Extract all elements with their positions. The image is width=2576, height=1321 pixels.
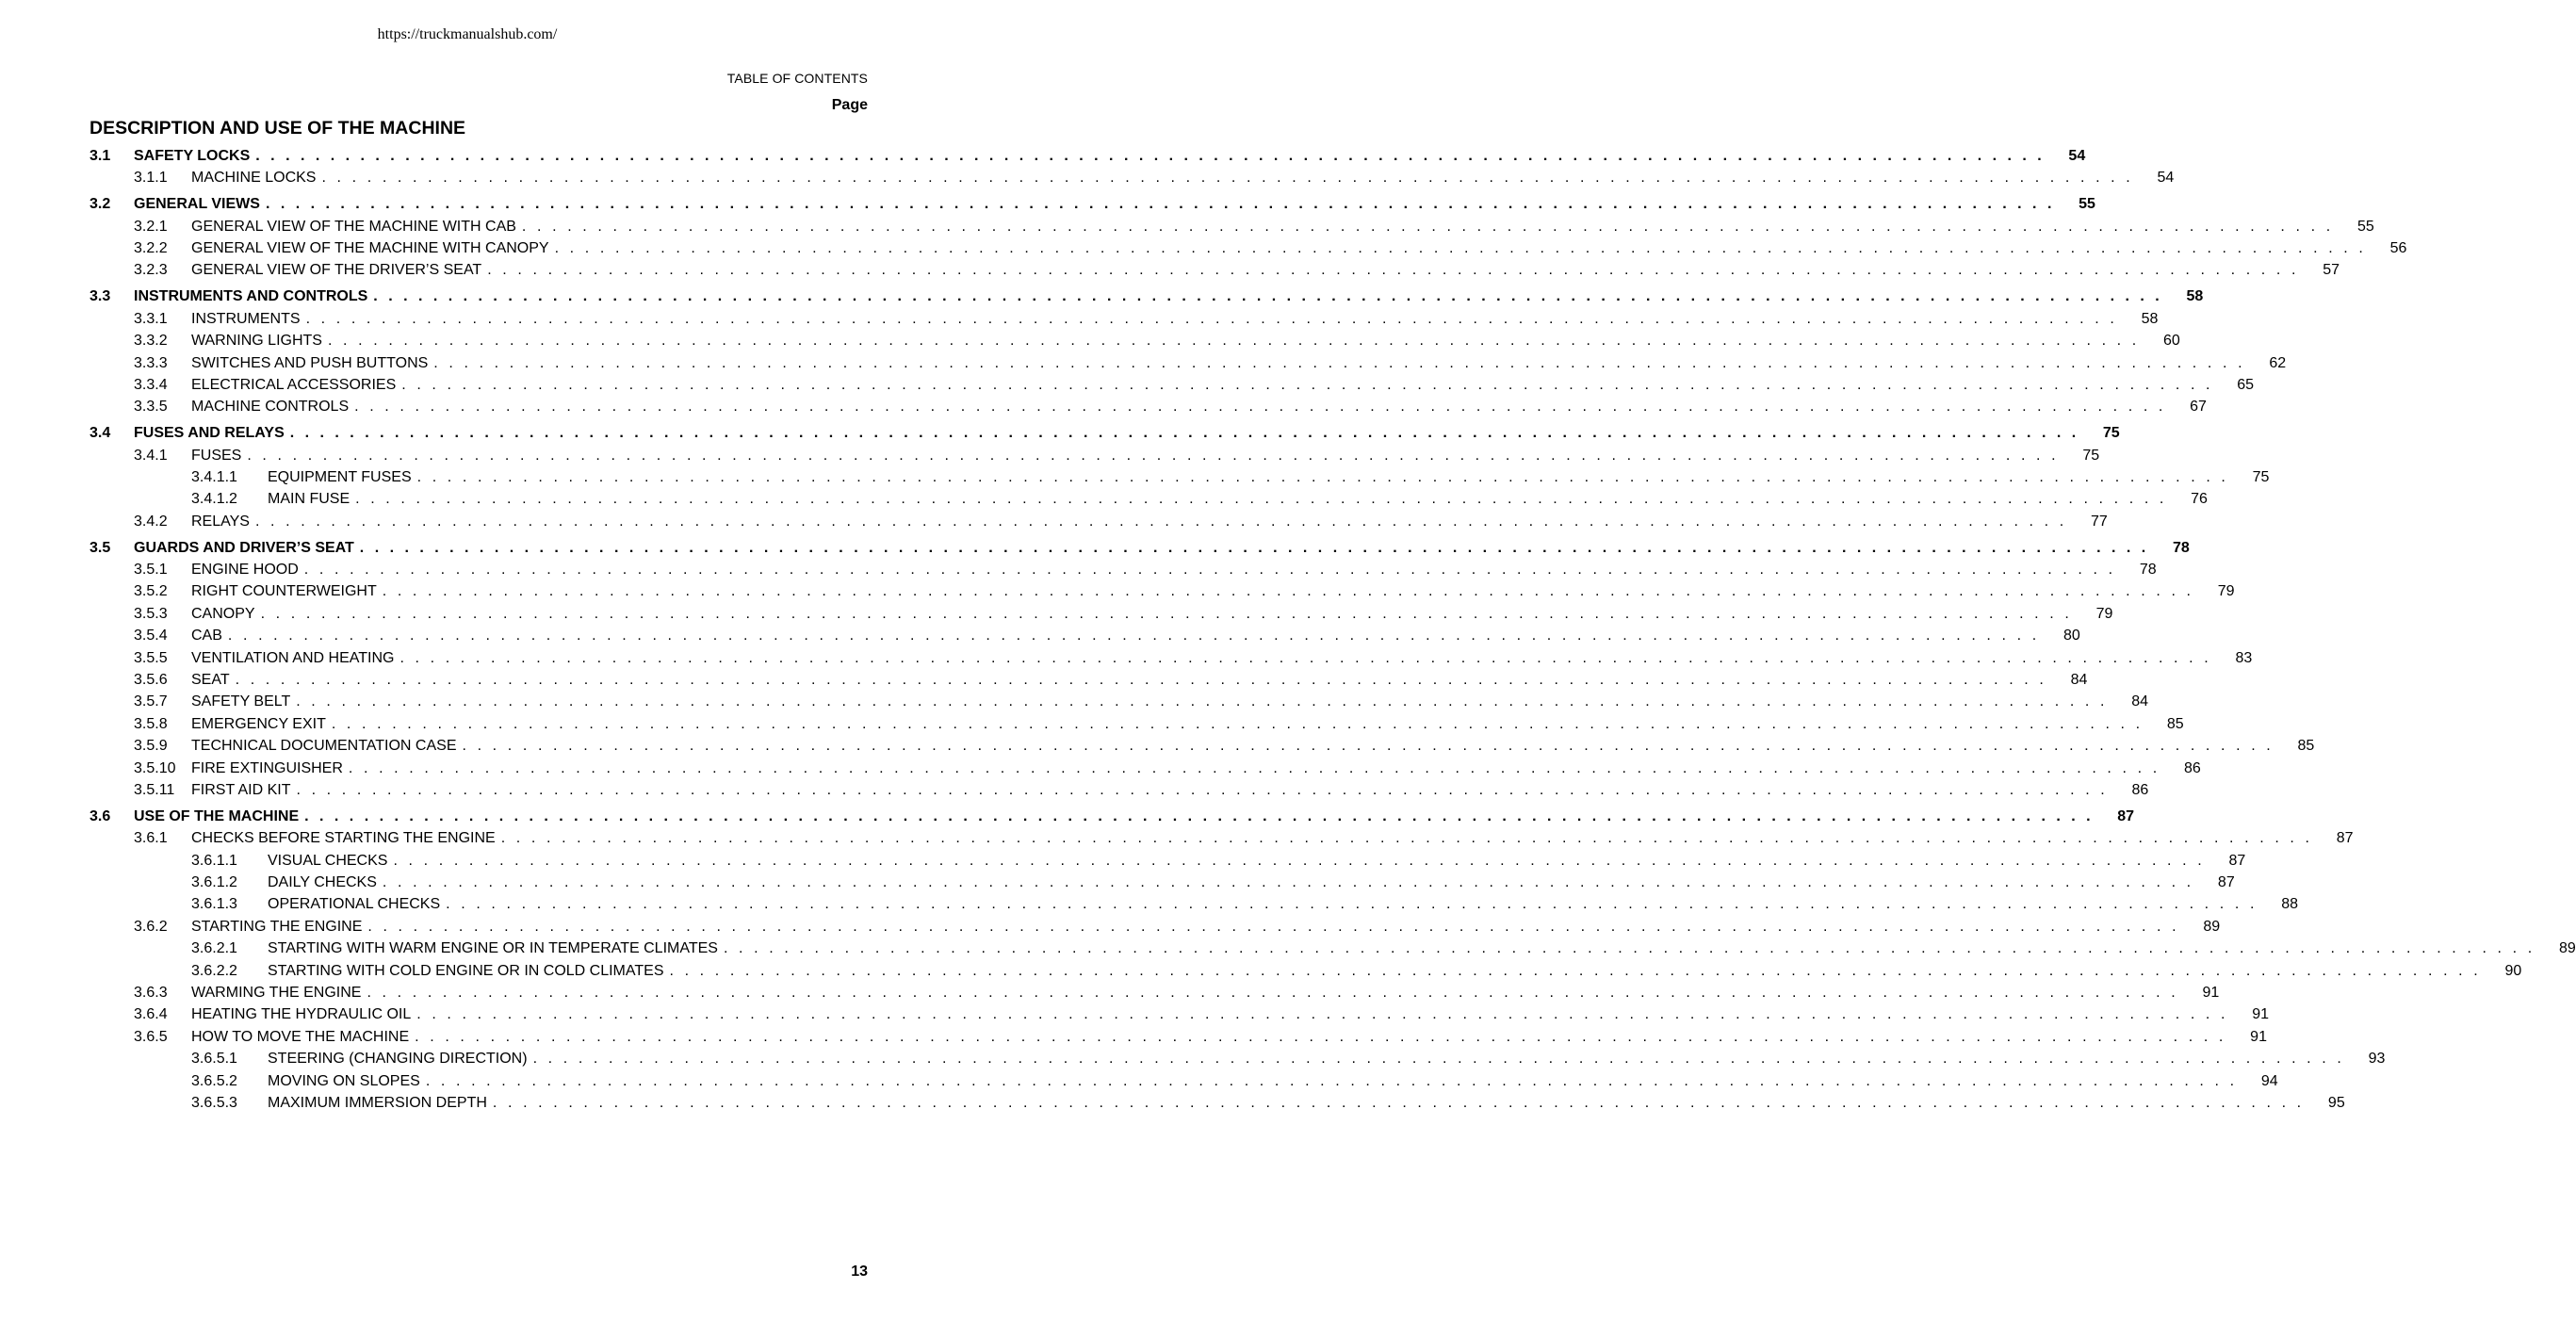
dot-leader: . . . . . . . . . . . . . . . . . . . . . . . . . . . . . . . . . . . . . . . . . . . . . . . . . . . . . . . . . . . . . . . . . . . . . . . . . . . . . . . . . . . . . . . . . . . . . . . . . . . . . . . . . . . . . . . . . . . . . . . . (462, 738, 2274, 755)
toc-entry-title: STARTING WITH WARM ENGINE OR IN TEMPERATE CLIMATES (268, 940, 718, 957)
toc-entry-title: SAFETY BELT (191, 693, 291, 710)
toc-entry-page: 83 (2235, 649, 2253, 666)
page-column-header: Page (831, 97, 868, 113)
toc-entry-row[interactable] (90, 216, 2374, 237)
toc-entry-number: 3.5.1 (134, 562, 168, 579)
toc-entry-row[interactable] (90, 445, 2100, 466)
toc-entry-page: 85 (2297, 738, 2315, 755)
toc-entry-title: STARTING THE ENGINE (191, 918, 363, 935)
toc-entry-page: 87 (2228, 852, 2246, 869)
toc-entry-title: GUARDS AND DRIVER’S SEAT (134, 539, 354, 556)
toc-entry-page: 95 (2327, 1094, 2345, 1111)
toc-entry-row[interactable] (90, 1048, 2386, 1069)
toc-entry-page: 58 (2186, 288, 2204, 305)
toc-entry-page: 67 (2190, 399, 2207, 416)
dot-leader: . . . . . . . . . . . . . . . . . . . . . . . . . . . . . . . . . . . . . . . . . . . . . . . . . . . . . . . . . . . . . . . . . . . . . . . . . . . . . . . . . . . . . . . . . . . . . . . . . . . . . . . . . . . . . . . . . . . . . . . . (554, 240, 2367, 257)
toc-entry-number: 3.6.2 (134, 918, 168, 935)
toc-entry-row[interactable] (90, 488, 2208, 510)
toc-entry-page: 89 (2558, 940, 2576, 957)
toc-entry-title: MOVING ON SLOPES (268, 1072, 420, 1089)
toc-entry-title: GENERAL VIEW OF THE MACHINE WITH CANOPY (191, 240, 549, 257)
toc-entry-title: ENGINE HOOD (191, 562, 299, 579)
toc-entry-page: 58 (2141, 310, 2159, 327)
dot-leader: . . . . . . . . . . . . . . . . . . . . . . . . . . . . . . . . . . . . . . . . . . . . . . . . . . . . . . . . . . . . . . . . . . . . . . . . . . . . . . . . . . . . . . . . . . . . . . . . . . . . . . . . . . . . . . . . . . . . . . . . (446, 896, 2258, 913)
toc-entry-row[interactable] (90, 167, 2175, 188)
toc-entry-row[interactable] (90, 735, 2315, 757)
toc-entry-number: 3.4.1.2 (191, 491, 237, 508)
toc-entry-title: MACHINE CONTROLS (191, 399, 350, 416)
toc-entry-row[interactable] (90, 237, 2407, 259)
toc-entry-page: 76 (2191, 491, 2208, 508)
toc-section-row[interactable] (90, 422, 2120, 444)
dot-leader: . . . . . . . . . . . . . . . . . . . . . . . . . . . . . . . . . . . . . . . . . . . . . . . . . . . . . . . . . . . . . . . . . . . . . . . . . . . . . . . . . . . . . . . . . . . . . . . . . . . . . . . . . . . . . . . . . . . . . . . . (723, 940, 2535, 957)
toc-entry-page: 79 (2095, 605, 2113, 622)
toc-entry-number: 3.6.4 (134, 1006, 168, 1023)
toc-entry-row[interactable] (90, 893, 2298, 915)
toc-entry-number: 3.5.3 (134, 605, 168, 622)
toc-entry-number: 3.3 (90, 288, 111, 305)
dot-leader: . . . . . . . . . . . . . . . . . . . . . . . . . . . . . . . . . . . . . . . . . . . . . . . . . . . . . . . . . . . . . . . . . . . . . . . . . . . . . . . . . . . . . . . . . . . . . . . . . . . . . . . . . . . . . . . . . . . . . . . . (254, 513, 2067, 530)
toc-entry-number: 3.5.5 (134, 649, 168, 666)
toc-entry-page: 94 (2260, 1072, 2278, 1089)
toc-entry-page: 80 (2062, 628, 2080, 644)
toc-entry-page: 84 (2070, 671, 2088, 688)
toc-entry-title: GENERAL VIEWS (134, 196, 260, 213)
toc-entry-page: 75 (2102, 425, 2120, 442)
toc-entry-number: 3.4.2 (134, 513, 168, 530)
toc-entry-number: 3.4 (90, 425, 111, 442)
toc-entry-row[interactable] (90, 1070, 2278, 1092)
dot-leader: . . . . . . . . . . . . . . . . . . . . . . . . . . . . . . . . . . . . . . . . . . . . . . . . . . . . . . . . . . . . . . . . . . . . . . . . . . . . . . . . . . . . . . . . . . . . . . . . . . . . . . . . . . . . . . . . . . . . . . . . (359, 539, 2149, 556)
dot-leader: . . . . . . . . . . . . . . . . . . . . . . . . . . . . . . . . . . . . . . . . . . . . . . . . . . . . . . . . . . . . . . . . . . . . . . . . . . . . . . . . . . . . . . . . . . . . . . . . . . . . . . . . . . . . . . . . . . . . . . . . (521, 218, 2334, 235)
toc-entry-number: 3.6 (90, 807, 111, 824)
toc-entry-page: 62 (2269, 354, 2287, 371)
toc-entry-row[interactable] (90, 1092, 2345, 1114)
dot-leader: . . . . . . . . . . . . . . . . . . . . . . . . . . . . . . . . . . . . . . . . . . . . . . . . . . . . . . . . . . . . . . . . . . . . . . . . . . . . . . . . . . . . . . . . . . . . . . . . . . . . . . . . . . . . . . . . . . . . . . . . (367, 918, 2180, 935)
toc-entry-number: 3.6.1.1 (191, 852, 237, 869)
toc-entry-number: 3.4.1 (134, 447, 168, 464)
dot-leader: . . . . . . . . . . . . . . . . . . . . . . . . . . . . . . . . . . . . . . . . . . . . . . . . . . . . . . . . . . . . . . . . . . . . . . . . . . . . . . . . . . . . . . . . . . . . . . . . . . . . . . . . . . . . . . . . . . . . . . . . (354, 399, 2166, 416)
toc-entry-number: 3.6.1.2 (191, 874, 237, 890)
toc-entry-number: 3.1.1 (134, 170, 168, 187)
toc-entry-row[interactable] (90, 466, 2270, 488)
toc-entry-page: 56 (2389, 240, 2407, 257)
toc-entry-row[interactable] (90, 625, 2080, 646)
toc-entry-title: CANOPY (191, 605, 255, 622)
toc-entry-row[interactable] (90, 330, 2180, 351)
toc-entry-number: 3.3.2 (134, 333, 168, 350)
toc-entry-page: 87 (2336, 830, 2354, 847)
toc-entry-title: USE OF THE MACHINE (134, 807, 300, 824)
dot-leader: . . . . . . . . . . . . . . . . . . . . . . . . . . . . . . . . . . . . . . . . . . . . . . . . . . . . . . . . . . . . . . . . . . . . . . . . . . . . . . . . . . . . . . . . . . . . . . . . . . . . . . . . . . . . . . . . . . . . . . . . (669, 962, 2482, 979)
dot-leader: . . . . . . . . . . . . . . . . . . . . . . . . . . . . . . . . . . . . . . . . . . . . . . . . . . . . . . . . . . . . . . . . . . . . . . . . . . . . . . . . . . . . . . . . . . . . . . . . . . . . . . . . . . . . . . . . . . . . . . . . (532, 1051, 2345, 1068)
source-url[interactable]: https://truckmanualshub.com/ (377, 26, 558, 42)
dot-leader: . . . . . . . . . . . . . . . . . . . . . . . . . . . . . . . . . . . . . . . . . . . . . . . . . . . . . . . . . . . . . . . . . . . . . . . . . . . . . . . . . . . . . . . . . . . . . . . . . . . . . . . . . . . . . . . . . . . . . . . . (348, 759, 2160, 776)
dot-leader: . . . . . . . . . . . . . . . . . . . . . . . . . . . . . . . . . . . . . . . . . . . . . . . . . . . . . . . . . . . . . . . . . . . . . . . . . . . . . . . . . . . . . . . . . . . . . . . . . . . . . . . . . . . . . . . . . . . . . . . . (415, 1028, 2226, 1045)
toc-entry-number: 3.4.1.1 (191, 468, 237, 485)
toc-entry-row[interactable] (90, 916, 2221, 938)
toc-entry-page: 90 (2504, 962, 2522, 979)
toc-entry-page: 55 (2356, 218, 2374, 235)
toc-entry-number: 3.5.8 (134, 715, 168, 732)
toc-entry-row[interactable] (90, 669, 2088, 691)
toc-entry-title: HEATING THE HYDRAULIC OIL (191, 1006, 412, 1023)
toc-entry-number: 3.2.1 (134, 218, 168, 235)
dot-leader: . . . . . . . . . . . . . . . . . . . . . . . . . . . . . . . . . . . . . . . . . . . . . . . . . . . . . . . . . . . . . . . . . . . . . . . . . . . . . . . . . . . . . . . . . . . . . . . . . . . . . . . . . . . . . . . . . . . . . . . . (401, 376, 2214, 393)
toc-entry-title: EMERGENCY EXIT (191, 715, 326, 732)
toc-entry-title: CHECKS BEFORE STARTING THE ENGINE (191, 830, 496, 847)
toc-entry-page: 57 (2323, 262, 2340, 279)
toc-entry-page: 78 (2172, 539, 2190, 556)
toc-entry-number: 3.6.3 (134, 984, 168, 1001)
toc-entry-number: 3.5.9 (134, 738, 168, 755)
toc-entry-number: 3.6.2.1 (191, 940, 237, 957)
dot-leader: . . . . . . . . . . . . . . . . . . . . . . . . . . . . . . . . . . . . . . . . . . . . . . . . . . . . . . . . . . . . . . . . . . . . . . . . . . . . . . . . . . . . . . . . . . . . . . . . . . . . . . . . . . . . . . . . . . . . . . . . (227, 628, 2040, 644)
toc-entry-title: EQUIPMENT FUSES (268, 468, 412, 485)
toc-entry-page: 91 (2202, 984, 2220, 1001)
dot-leader: . . . . . . . . . . . . . . . . . . . . . . . . . . . . . . . . . . . . . . . . . . . . . . . . . . . . . . . . . . . . . . . . . . . . . . . . . . . . . . . . . . . . . . . . . . . . . . . . . . . . . . . . . . . . . . . . . . . . . . . . (425, 1072, 2238, 1089)
toc-entry-page: 87 (2117, 807, 2135, 824)
dot-leader: . . . . . . . . . . . . . . . . . . . . . . . . . . . . . . . . . . . . . . . . . . . . . . . . . . . . . . . . . . . . . . . . . . . . . . . . . . . . . . . . . . . . . . . . . . . . . . . . . . . . . . . . . . . . . . . . . . . . . . . . (367, 984, 2179, 1001)
dot-leader: . . . . . . . . . . . . . . . . . . . . . . . . . . . . . . . . . . . . . . . . . . . . . . . . . . . . . . . . . . . . . . . . . . . . . . . . . . . . . . . . . . . . . . . . . . . . . . . . . . . . . . . . . . . . . . . . . . . . . . . . (255, 148, 2046, 164)
toc-entry-number: 3.2 (90, 196, 111, 213)
toc-entry-number: 3.6.5 (134, 1028, 168, 1045)
dot-leader: . . . . . . . . . . . . . . . . . . . . . . . . . . . . . . . . . . . . . . . . . . . . . . . . . . . . . . . . . . . . . . . . . . . . . . . . . . . . . . . . . . . . . . . . . . . . . . . . . . . . . . . . . . . . . . . . . . . . . . . . (331, 715, 2144, 732)
toc-entry-title: FUSES AND RELAYS (134, 425, 285, 442)
dot-leader: . . . . . . . . . . . . . . . . . . . . . . . . . . . . . . . . . . . . . . . . . . . . . . . . . . . . . . . . . . . . . . . . . . . . . . . . . . . . . . . . . . . . . . . . . . . . . . . . . . . . . . . . . . . . . . . . . . . . . . . . (289, 425, 2079, 442)
toc-entry-number: 3.5.6 (134, 671, 168, 688)
toc-section-row[interactable] (90, 145, 2086, 167)
toc-entry-title: WARNING LIGHTS (191, 333, 322, 350)
toc-entry-number: 3.6.1 (134, 830, 168, 847)
dot-leader: . . . . . . . . . . . . . . . . . . . . . . . . . . . . . . . . . . . . . . . . . . . . . . . . . . . . . . . . . . . . . . . . . . . . . . . . . . . . . . . . . . . . . . . . . . . . . . . . . . . . . . . . . . . . . . . . . . . . . . . . (433, 354, 2246, 371)
dot-leader: . . . . . . . . . . . . . . . . . . . . . . . . . . . . . . . . . . . . . . . . . . . . . . . . . . . . . . . . . . . . . . . . . . . . . . . . . . . . . . . . . . . . . . . . . . . . . . . . . . . . . . . . . . . . . . . . . . . . . . . . (492, 1094, 2305, 1111)
toc-entry-title: CAB (191, 628, 222, 644)
toc-entry-number: 3.5.2 (134, 583, 168, 600)
toc-entry-page: 91 (2252, 1006, 2270, 1023)
chapter-title: DESCRIPTION AND USE OF THE MACHINE (90, 118, 466, 139)
toc-entry-title: ELECTRICAL ACCESSORIES (191, 376, 397, 393)
toc-entry-page: 89 (2203, 918, 2221, 935)
toc-entry-title: RIGHT COUNTERWEIGHT (191, 583, 377, 600)
toc-entry-page: 77 (2090, 513, 2108, 530)
toc-entry-title: GENERAL VIEW OF THE MACHINE WITH CAB (191, 218, 516, 235)
toc-entry-page: 78 (2139, 562, 2157, 579)
toc-entry-title: WARMING THE ENGINE (191, 984, 362, 1001)
toc-entry-page: 75 (2252, 468, 2270, 485)
toc-entry-page: 65 (2237, 376, 2255, 393)
dot-leader: . . . . . . . . . . . . . . . . . . . . . . . . . . . . . . . . . . . . . . . . . . . . . . . . . . . . . . . . . . . . . . . . . . . . . . . . . . . . . . . . . . . . . . . . . . . . . . . . . . . . . . . . . . . . . . . . . . . . . . . . (382, 583, 2194, 600)
toc-entry-row[interactable] (90, 1003, 2270, 1025)
dot-leader: . . . . . . . . . . . . . . . . . . . . . . . . . . . . . . . . . . . . . . . . . . . . . . . . . . . . . . . . . . . . . . . . . . . . . . . . . . . . . . . . . . . . . . . . . . . . . . . . . . . . . . . . . . . . . . . . . . . . . . . . (305, 310, 2118, 327)
page-number: 13 (851, 1264, 868, 1280)
toc-entry-row[interactable] (90, 308, 2159, 330)
toc-entry-title: MAIN FUSE (268, 491, 351, 508)
toc-entry-number: 3.6.1.3 (191, 896, 237, 913)
toc-entry-page: 86 (2131, 781, 2149, 798)
toc-entry-title: MACHINE LOCKS (191, 170, 317, 187)
running-header: TABLE OF CONTENTS (726, 71, 868, 86)
toc-entry-title: STARTING WITH COLD ENGINE OR IN COLD CLIMATES (268, 962, 664, 979)
toc-entry-number: 3.1 (90, 148, 111, 164)
toc-entry-title: MAXIMUM IMMERSION DEPTH (268, 1094, 487, 1111)
toc-entry-page: 91 (2250, 1028, 2267, 1045)
dot-leader: . . . . . . . . . . . . . . . . . . . . . . . . . . . . . . . . . . . . . . . . . . . . . . . . . . . . . . . . . . . . . . . . . . . . . . . . . . . . . . . . . . . . . . . . . . . . . . . . . . . . . . . . . . . . . . . . . . . . . . . . (393, 852, 2206, 869)
toc-entry-row[interactable] (90, 779, 2149, 801)
toc-entry-number: 3.2.2 (134, 240, 168, 257)
toc-entry-row[interactable] (90, 647, 2253, 669)
toc-entry-page: 79 (2217, 583, 2235, 600)
toc-entry-row[interactable] (90, 374, 2255, 396)
toc-entry-number: 3.6.5.1 (191, 1051, 237, 1068)
toc-entry-page: 54 (2068, 148, 2086, 164)
toc-entry-number: 3.3.4 (134, 376, 168, 393)
dot-leader: . . . . . . . . . . . . . . . . . . . . . . . . . . . . . . . . . . . . . . . . . . . . . . . . . . . . . . . . . . . . . . . . . . . . . . . . . . . . . . . . . . . . . . . . . . . . . . . . . . . . . . . . . . . . . . . . . . . . . . . . (416, 1006, 2229, 1023)
toc-entry-row[interactable] (90, 352, 2287, 374)
toc-entry-number: 3.3.1 (134, 310, 168, 327)
toc-entry-page: 85 (2166, 715, 2184, 732)
toc-section-row[interactable] (90, 806, 2135, 827)
toc-entry-number: 3.5.11 (134, 781, 175, 798)
toc-entry-number: 3.6.5.2 (191, 1072, 237, 1089)
dot-leader: . . . . . . . . . . . . . . . . . . . . . . . . . . . . . . . . . . . . . . . . . . . . . . . . . . . . . . . . . . . . . . . . . . . . . . . . . . . . . . . . . . . . . . . . . . . . . . . . . . . . . . . . . . . . . . . . . . . . . . . . (265, 196, 2055, 213)
toc-entry-title: INSTRUMENTS AND CONTROLS (134, 288, 368, 305)
toc-entry-row[interactable] (90, 396, 2207, 417)
toc-entry-row[interactable] (90, 713, 2184, 735)
toc-entry-row[interactable] (90, 827, 2354, 849)
toc-entry-row[interactable] (90, 691, 2149, 712)
toc-entry-row[interactable] (90, 758, 2201, 779)
toc-entry-number: 3.5 (90, 539, 111, 556)
toc-entry-page: 75 (2082, 447, 2100, 464)
dot-leader: . . . . . . . . . . . . . . . . . . . . . . . . . . . . . . . . . . . . . . . . . . . . . . . . . . . . . . . . . . . . . . . . . . . . . . . . . . . . . . . . . . . . . . . . . . . . . . . . . . . . . . . . . . . . . . . . . . . . . . . . (373, 288, 2163, 305)
toc-entry-row[interactable] (90, 580, 2235, 602)
toc-entry-title: FIRE EXTINGUISHER (191, 759, 343, 776)
toc-section-row[interactable] (90, 193, 2095, 215)
dot-leader: . . . . . . . . . . . . . . . . . . . . . . . . . . . . . . . . . . . . . . . . . . . . . . . . . . . . . . . . . . . . . . . . . . . . . . . . . . . . . . . . . . . . . . . . . . . . . . . . . . . . . . . . . . . . . . . . . . . . . . . . (247, 447, 2060, 464)
toc-entry-row[interactable] (90, 511, 2108, 532)
toc-entry-number: 3.2.3 (134, 262, 168, 279)
toc-entry-title: FIRST AID KIT (191, 781, 291, 798)
toc-entry-row[interactable] (90, 559, 2157, 580)
dot-leader: . . . . . . . . . . . . . . . . . . . . . . . . . . . . . . . . . . . . . . . . . . . . . . . . . . . . . . . . . . . . . . . . . . . . . . . . . . . . . . . . . . . . . . . . . . . . . . . . . . . . . . . . . . . . . . . . . . . . . . . . (416, 468, 2229, 485)
dot-leader: . . . . . . . . . . . . . . . . . . . . . . . . . . . . . . . . . . . . . . . . . . . . . . . . . . . . . . . . . . . . . . . . . . . . . . . . . . . . . . . . . . . . . . . . . . . . . . . . . . . . . . . . . . . . . . . . . . . . . . . . (321, 170, 2134, 187)
toc-entry-row[interactable] (90, 603, 2113, 625)
toc-entry-row[interactable] (90, 938, 2576, 959)
toc-entry-page: 55 (2079, 196, 2095, 213)
toc-entry-title: VISUAL CHECKS (268, 852, 388, 869)
toc-entry-title: INSTRUMENTS (191, 310, 301, 327)
toc-entry-page: 54 (2157, 170, 2175, 187)
dot-leader: . . . . . . . . . . . . . . . . . . . . . . . . . . . . . . . . . . . . . . . . . . . . . . . . . . . . . . . . . . . . . . . . . . . . . . . . . . . . . . . . . . . . . . . . . . . . . . . . . . . . . . . . . . . . . . . . . . . . . . . . (260, 605, 2073, 622)
toc-entry-row[interactable] (90, 960, 2522, 982)
dot-leader: . . . . . . . . . . . . . . . . . . . . . . . . . . . . . . . . . . . . . . . . . . . . . . . . . . . . . . . . . . . . . . . . . . . . . . . . . . . . . . . . . . . . . . . . . . . . . . . . . . . . . . . . . . . . . . . . . . . . . . . . (355, 491, 2167, 508)
dot-leader: . . . . . . . . . . . . . . . . . . . . . . . . . . . . . . . . . . . . . . . . . . . . . . . . . . . . . . . . . . . . . . . . . . . . . . . . . . . . . . . . . . . . . . . . . . . . . . . . . . . . . . . . . . . . . . . . . . . . . . . . (500, 830, 2313, 847)
table-of-contents (90, 145, 2576, 1114)
toc-entry-title: FUSES (191, 447, 242, 464)
toc-entry-number: 3.5.10 (134, 759, 176, 776)
toc-entry-number: 3.6.5.3 (191, 1094, 237, 1111)
dot-leader: . . . . . . . . . . . . . . . . . . . . . . . . . . . . . . . . . . . . . . . . . . . . . . . . . . . . . . . . . . . . . . . . . . . . . . . . . . . . . . . . . . . . . . . . . . . . . . . . . . . . . . . . . . . . . . . . . . . . . . . . (487, 262, 2300, 279)
dot-leader: . . . . . . . . . . . . . . . . . . . . . . . . . . . . . . . . . . . . . . . . . . . . . . . . . . . . . . . . . . . . . . . . . . . . . . . . . . . . . . . . . . . . . . . . . . . . . . . . . . . . . . . . . . . . . . . . . . . . . . . . (296, 693, 2109, 710)
toc-entry-number: 3.5.4 (134, 628, 168, 644)
toc-entry-number: 3.6.2.2 (191, 962, 237, 979)
toc-entry-row[interactable] (90, 850, 2246, 872)
toc-entry-title: OPERATIONAL CHECKS (268, 896, 441, 913)
dot-leader: . . . . . . . . . . . . . . . . . . . . . . . . . . . . . . . . . . . . . . . . . . . . . . . . . . . . . . . . . . . . . . . . . . . . . . . . . . . . . . . . . . . . . . . . . . . . . . . . . . . . . . . . . . . . . . . . . . . . . . . . (304, 807, 2095, 824)
toc-entry-page: 87 (2217, 874, 2235, 890)
toc-entry-row[interactable] (90, 982, 2220, 1003)
toc-entry-title: SAFETY LOCKS (134, 148, 251, 164)
dot-leader: . . . . . . . . . . . . . . . . . . . . . . . . . . . . . . . . . . . . . . . . . . . . . . . . . . . . . . . . . . . . . . . . . . . . . . . . . . . . . . . . . . . . . . . . . . . . . . . . . . . . . . . . . . . . . . . . . . . . . . . . (303, 562, 2116, 579)
dot-leader: . . . . . . . . . . . . . . . . . . . . . . . . . . . . . . . . . . . . . . . . . . . . . . . . . . . . . . . . . . . . . . . . . . . . . . . . . . . . . . . . . . . . . . . . . . . . . . . . . . . . . . . . . . . . . . . . . . . . . . . . (235, 671, 2047, 688)
toc-entry-number: 3.5.7 (134, 693, 168, 710)
toc-entry-page: 86 (2183, 759, 2201, 776)
toc-section-row[interactable] (90, 285, 2204, 307)
toc-entry-title: SWITCHES AND PUSH BUTTONS (191, 354, 429, 371)
toc-entry-title: DAILY CHECKS (268, 874, 377, 890)
toc-entry-row[interactable] (90, 259, 2340, 281)
toc-entry-page: 88 (2281, 896, 2298, 913)
toc-entry-number: 3.3.3 (134, 354, 168, 371)
toc-entry-title: RELAYS (191, 513, 250, 530)
toc-entry-title: TECHNICAL DOCUMENTATION CASE (191, 738, 457, 755)
toc-entry-title: STEERING (CHANGING DIRECTION) (268, 1051, 528, 1068)
toc-entry-page: 60 (2163, 333, 2180, 350)
toc-entry-title: GENERAL VIEW OF THE DRIVER’S SEAT (191, 262, 482, 279)
dot-leader: . . . . . . . . . . . . . . . . . . . . . . . . . . . . . . . . . . . . . . . . . . . . . . . . . . . . . . . . . . . . . . . . . . . . . . . . . . . . . . . . . . . . . . . . . . . . . . . . . . . . . . . . . . . . . . . . . . . . . . . . (382, 874, 2194, 890)
dot-leader: . . . . . . . . . . . . . . . . . . . . . . . . . . . . . . . . . . . . . . . . . . . . . . . . . . . . . . . . . . . . . . . . . . . . . . . . . . . . . . . . . . . . . . . . . . . . . . . . . . . . . . . . . . . . . . . . . . . . . . . . (296, 781, 2109, 798)
toc-entry-page: 84 (2131, 693, 2149, 710)
dot-leader: . . . . . . . . . . . . . . . . . . . . . . . . . . . . . . . . . . . . . . . . . . . . . . . . . . . . . . . . . . . . . . . . . . . . . . . . . . . . . . . . . . . . . . . . . . . . . . . . . . . . . . . . . . . . . . . . . . . . . . . . (399, 649, 2212, 666)
toc-entry-page: 93 (2368, 1051, 2386, 1068)
toc-entry-row[interactable] (90, 872, 2235, 893)
toc-entry-row[interactable] (90, 1026, 2267, 1048)
toc-entry-title: SEAT (191, 671, 230, 688)
dot-leader: . . . . . . . . . . . . . . . . . . . . . . . . . . . . . . . . . . . . . . . . . . . . . . . . . . . . . . . . . . . . . . . . . . . . . . . . . . . . . . . . . . . . . . . . . . . . . . . . . . . . . . . . . . . . . . . . . . . . . . . . (327, 333, 2140, 350)
toc-entry-title: HOW TO MOVE THE MACHINE (191, 1028, 410, 1045)
toc-entry-title: VENTILATION AND HEATING (191, 649, 395, 666)
toc-section-row[interactable] (90, 537, 2190, 559)
toc-entry-number: 3.3.5 (134, 399, 168, 416)
